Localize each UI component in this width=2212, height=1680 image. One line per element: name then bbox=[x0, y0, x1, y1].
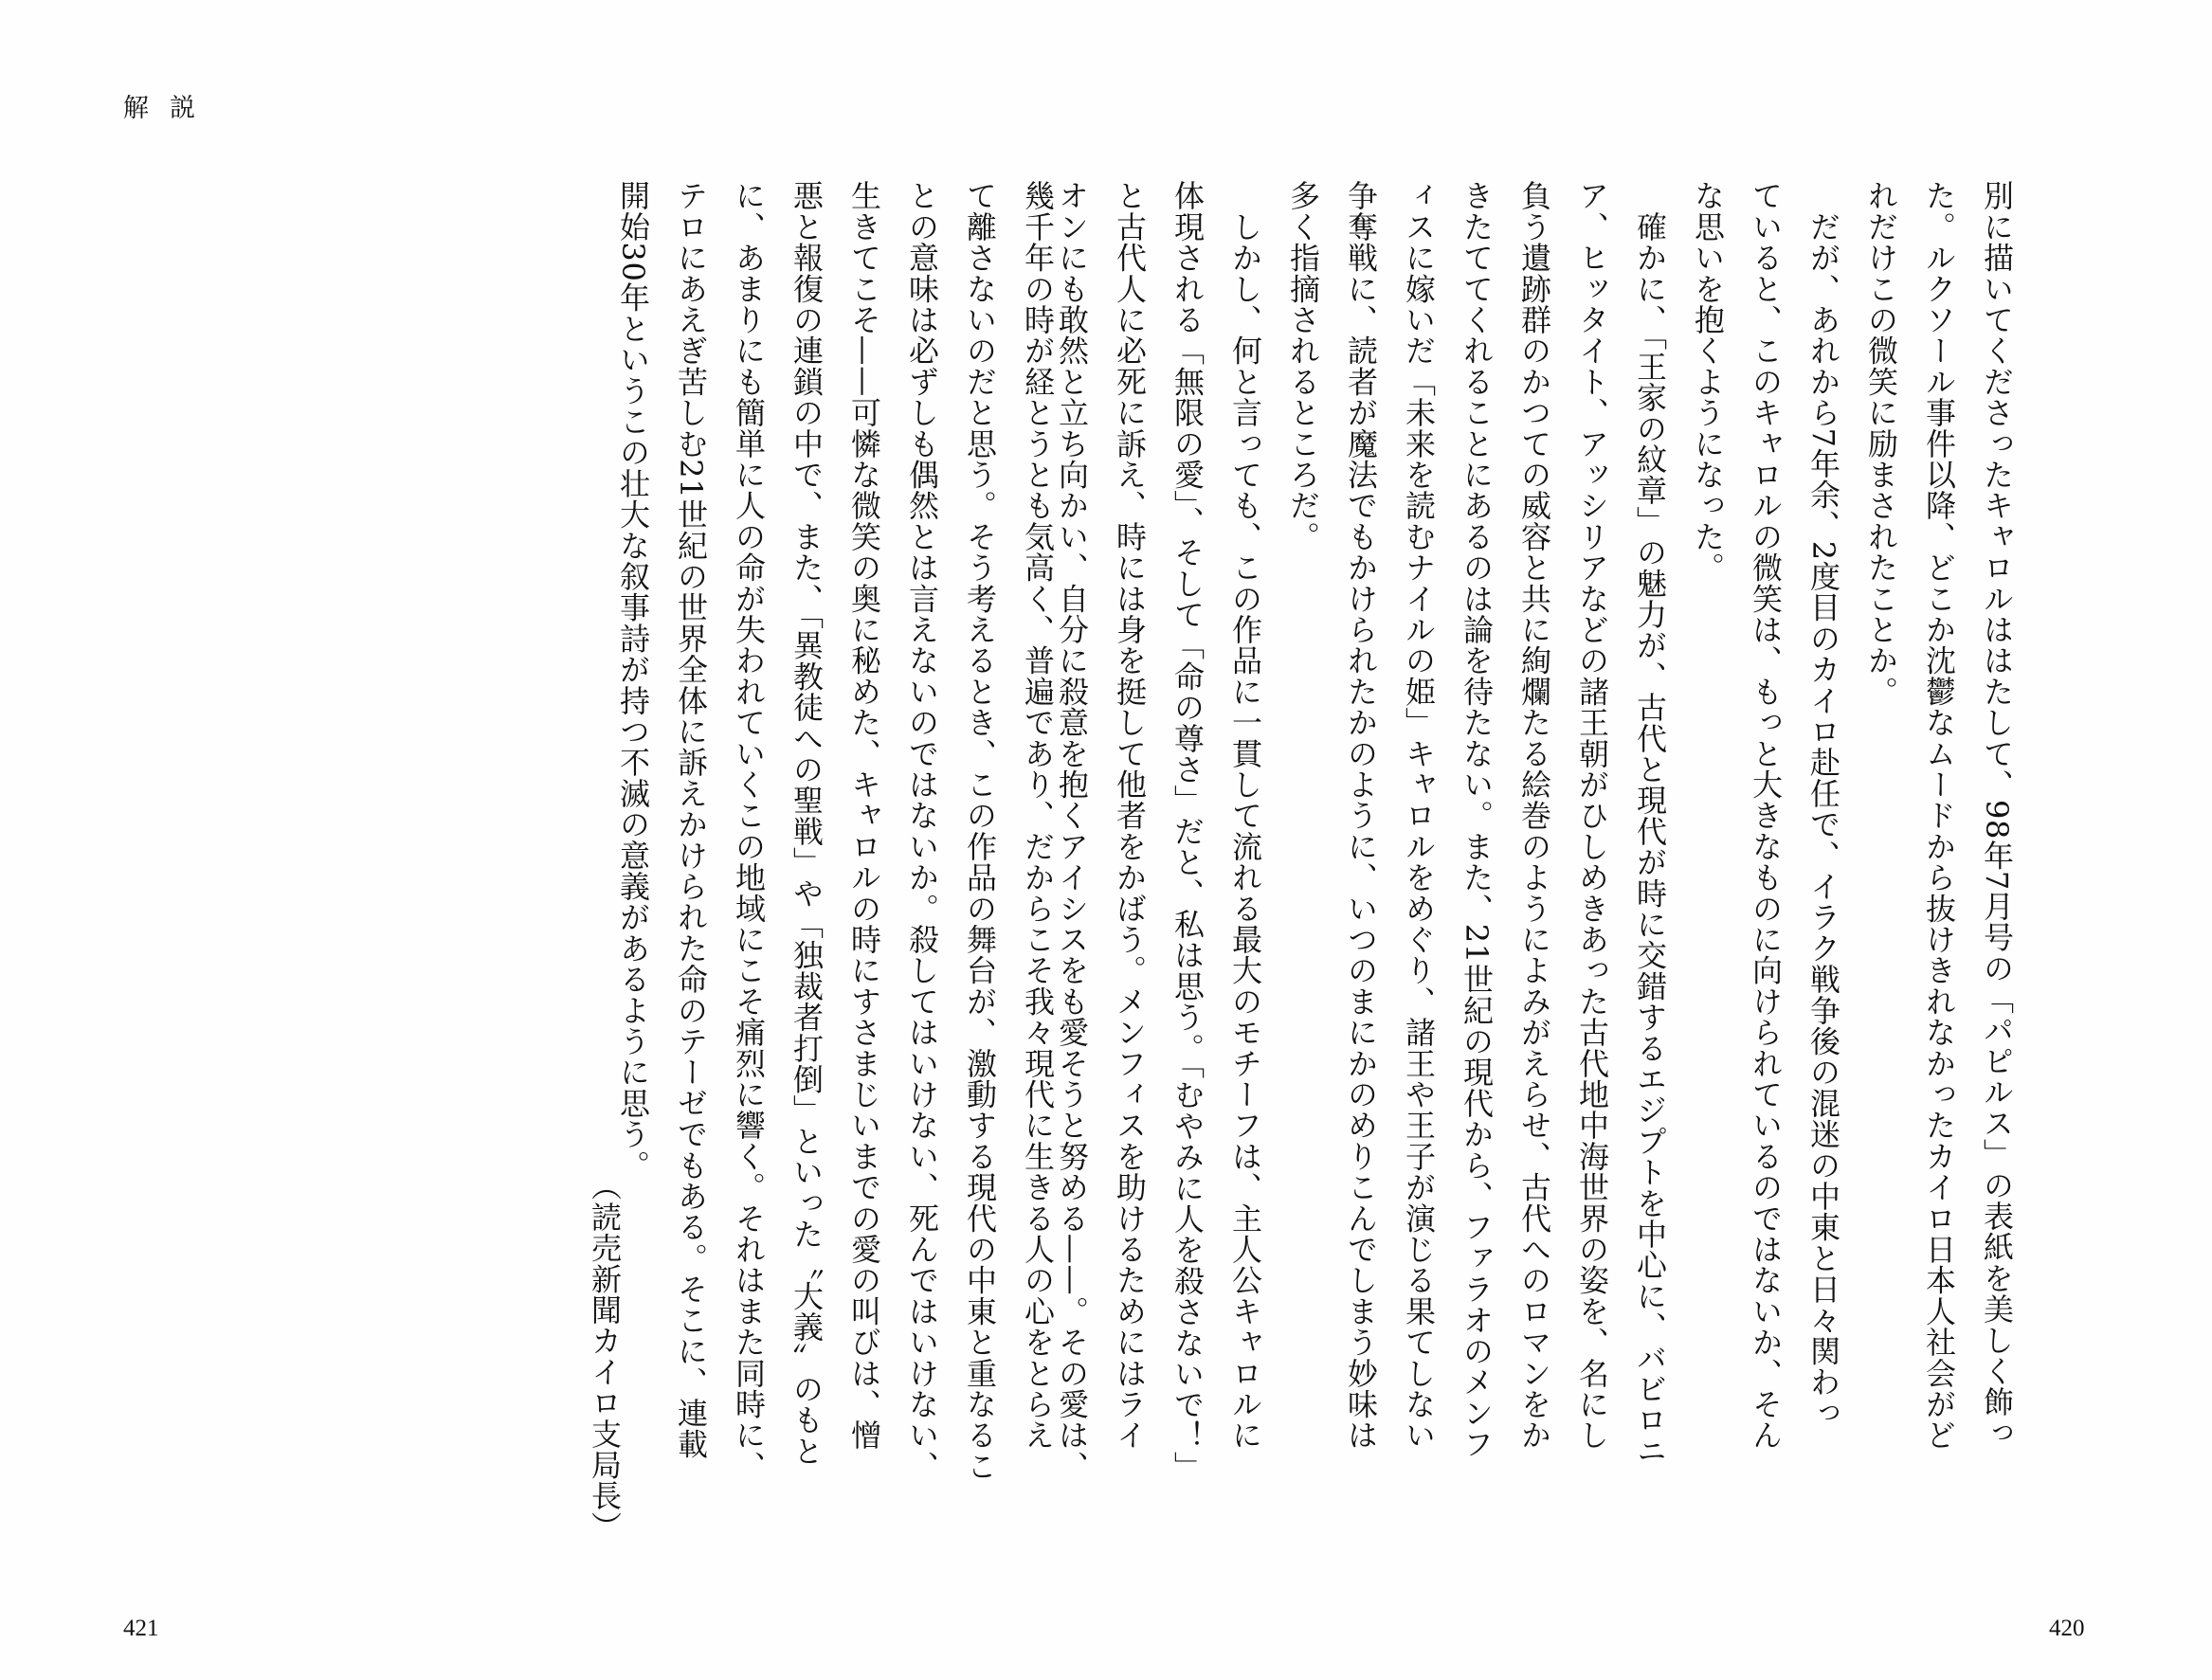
left-page-text bbox=[615, 180, 1066, 1507]
text-line: ィスに嫁いだ「未来を読むナイルの姫」キャロルをめぐり、諸王や王子が演じる果てしない bbox=[1401, 180, 1437, 1451]
page-number-right: 420 bbox=[2049, 1616, 2085, 1641]
text-line: 幾千年の時が経とうとも気高く、普遍であり、だからこそ我々現代に生きる人の心をとらえ bbox=[1020, 180, 1056, 1451]
right-page-text bbox=[1054, 180, 2025, 1507]
running-head: 解説 bbox=[123, 94, 216, 123]
text-line: 悪と報復の連鎖の中で、また、「異教徒への聖戦」や「独裁者打倒」といった〝大義〟のもと bbox=[789, 180, 825, 1467]
author-attribution: （読売新聞カイロ支局長） bbox=[587, 1170, 623, 1543]
text-line: に、あまりにも簡単に人の命が失われていくこの地域にこそ痛烈に響く。それはまた同時に、 bbox=[731, 180, 767, 1482]
text-line: ていると、このキャロルの微笑は、もっと大きなものに向けられているのではないか、そん bbox=[1748, 180, 1784, 1451]
text-line: 確かに、「王家の紋章」の魅力が、古代と現代が時に交錯するエジプトを中心に、バビロニ bbox=[1632, 180, 1668, 1467]
text-line: 争奪戦に、読者が魔法でもかけられたかのように、いつのまにかのめりこんでしまう妙味は bbox=[1343, 180, 1379, 1451]
text-line: 多く指摘されるところだ。 bbox=[1285, 180, 1321, 552]
text-line: だが、あれから7年余、2度目のカイロ赴任で、イラク戦争後の混迷の中東と日々関わっ bbox=[1805, 180, 1841, 1429]
text-line: な思いを抱くようになった。 bbox=[1690, 180, 1726, 584]
text-line: 開始30年というこの壮大な叙事詩が持つ不滅の意義があるように思う。 bbox=[615, 180, 651, 1181]
text-line: オンにも敢然と立ち向かい、自分に殺意を抱くアイシスをも愛そうと努める——。その愛は、 bbox=[1054, 180, 1090, 1482]
text-line: 負う遺跡群のかつての威容と共に絢爛たる絵巻のようによみがえらせ、古代へのロマンをか bbox=[1516, 180, 1552, 1451]
page-number-left: 421 bbox=[123, 1616, 159, 1641]
text-line: と古代人に必死に訴え、時には身を挺して他者をかばう。メンフィスを助けるためにはライ bbox=[1112, 180, 1148, 1451]
text-line: きたててくれることにあるのは論を待たない。また、21世紀の現代から、ファラオのメンフ bbox=[1459, 180, 1495, 1460]
text-line: 体現される「無限の愛」、そして「命の尊さ」だと、私は思う。「むやみに人を殺さないで！」 bbox=[1169, 180, 1206, 1483]
text-line: た。ルクソール事件以降、どこか沈鬱なムードから抜けきれなかったカイロ日本人社会がど bbox=[1921, 180, 1957, 1451]
text-line: て離さないのだと思う。そう考えるとき、この作品の舞台が、激動する現代の中東と重なるこ bbox=[962, 180, 998, 1482]
text-line: テロにあえぎ苦しむ21世紀の世界全体に訴えかけられた命のテーゼでもある。そこに、連載 bbox=[673, 180, 709, 1460]
text-line: との意味は必ずしも偶然とは言えないのではないか。殺してはいけない、死んではいけない、 bbox=[904, 180, 940, 1482]
text-line: ア、ヒッタイト、アッシリアなどの諸王朝がひしめきあった古代地中海世界の姿を、名にし bbox=[1574, 180, 1610, 1451]
text-line: 生きてこそ——可憐な微笑の奥に秘めた、キャロルの時にすさまじいまでの愛の叫びは、憎 bbox=[846, 180, 882, 1451]
text-line: れだけこの微笑に励まされたことか。 bbox=[1863, 180, 1899, 707]
text-line: しかし、何と言っても、この作品に一貫して流れる最大のモチーフは、主人公キャロルに bbox=[1227, 180, 1263, 1451]
text-line: 別に描いてくださったキャロルははたして、98年7月号の「パピルス」の表紙を美しく飾っ bbox=[1979, 180, 2015, 1449]
